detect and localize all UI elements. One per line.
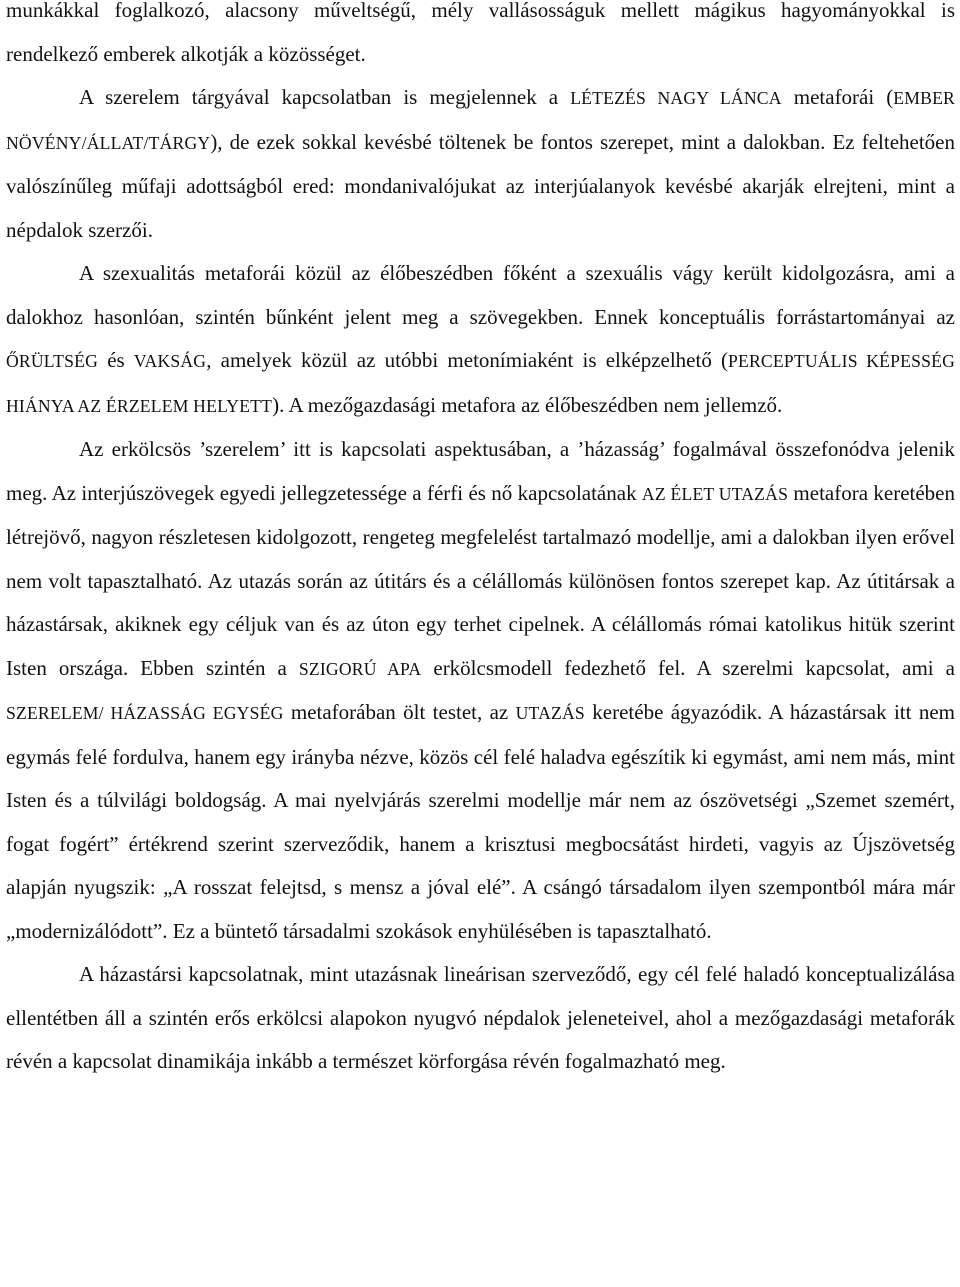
paragraph-2 xyxy=(6,76,955,252)
paragraph-4 xyxy=(6,428,955,953)
text-run: metafora keretében létrejövő, nagyon részletesen kidolgozott, rengeteg megfelelést tartalmazó modellje, ami a dalokban ilyen erővel nem volt tapasztalható. Az utazás során az útitárs és a célállomás különösen fontos szerepet kap. Az útitársak a házastársak, akiknek egy céljuk van és az úton egy terhet cipelnek. A célállomás római katolikus hitük szerint Isten országa. Ebben szintén a xyxy=(6,480,955,680)
paragraph-3 xyxy=(6,252,955,428)
text-run: erkölcsmodell fedezhető fel. A szerelmi kapcsolat, ami a xyxy=(421,655,955,680)
text-run: A szerelem tárgyával kapcsolatban is megjelennek a xyxy=(79,85,571,109)
text-run: ), de ezek sokkal kevésbé töltenek be fontos szerepet, mint a dalokban. Ez feltehetően valószínűleg műfaji adottságból ered: mondanivalójukat az interjúalanyok kevésbé akarják elrejteni, mint a népdalok szerzői. xyxy=(6,129,955,242)
small-caps-term: SZERELEM/ HÁZASSÁG EGYSÉG xyxy=(6,703,284,723)
text-run: munkákkal foglalkozó, alacsony műveltségű, mély vallásosságuk mellett mágikus hagyományokkal is rendelkező emberek alkotják a közösséget. xyxy=(6,0,955,66)
small-caps-term: ŐRÜLTSÉG xyxy=(6,351,99,371)
text-run: ). A mezőgazdasági metafora az élőbeszédben nem jellemző. xyxy=(272,392,783,417)
small-caps-term: SZIGORÚ APA xyxy=(298,658,422,679)
text-run: keretébe ágyazódik. A házastársak itt nem egymás felé fordulva, hanem egy irányba nézve, közös cél felé haladva egészítik ki egymást, ami nem más, mint Isten és a túlvilági boldogság. A mai nyelvjárás szerelmi modellje már nem az ószövetségi „Szemet szemért, fogat fogért” értékrend szerint szerveződik, hanem a krisztusi megbocsátást hirdeti, vagyis az Újszövetség alapján nyugszik: „A rosszat felejtsd, s mensz a jóval elé”. A csángó társadalom ilyen szempontból mára már „modernizálódott”. Ez a büntető társadalmi szokások enyhülésében is tapasztalható. xyxy=(6,700,955,943)
document-page xyxy=(6,0,955,1084)
paragraph-5 xyxy=(6,953,955,1084)
text-run: A szexualitás metaforái közül az élőbeszédben főként a szexuális vágy került kidolgozásra, ami a dalokhoz hasonlóan, szintén bűnként jelent meg a szövegekben. Ennek konceptuális forrástartományai az xyxy=(6,261,955,329)
small-caps-term: VAKSÁG xyxy=(133,351,207,371)
small-caps-term: EMBER NÖVÉNY/ÁLLAT/TÁRGY xyxy=(6,88,956,153)
text-run: , amelyek közül az utóbbi metonímiaként is elképzelhető ( xyxy=(206,348,728,372)
small-caps-term: PERCEPTUÁLIS KÉPESSÉG HIÁNYA AZ ÉRZELEM HELYETT xyxy=(6,351,955,416)
small-caps-term: AZ ÉLET UTAZÁS xyxy=(641,483,789,504)
text-run: metaforában ölt testet, az xyxy=(283,700,516,724)
small-caps-term: LÉTEZÉS NAGY LÁNCA xyxy=(570,88,782,108)
text-run: metaforái ( xyxy=(781,85,894,109)
text-run: és xyxy=(98,348,134,372)
text-run: A házastársi kapcsolatnak, mint utazásnak lineárisan szerveződő, egy cél felé haladó konceptualizálása ellentétben áll a szintén erős erkölcsi alapokon nyugvó népdalok jeleneteivel, ahol a mezőgazdasági metaforák révén a kapcsolat dinamikája inkább a természet körforgása révén fogalmazható meg. xyxy=(6,962,955,1073)
text-run: Az erkölcsös ’szerelem’ itt is kapcsolati aspektusában, a ’házasság’ fogalmával összefonódva jelenik meg. Az interjúszövegek egyedi jellegzetessége a férfi és nő kapcsolatának xyxy=(6,437,955,505)
small-caps-term: UTAZÁS xyxy=(515,703,585,723)
paragraph-1 xyxy=(6,0,955,76)
